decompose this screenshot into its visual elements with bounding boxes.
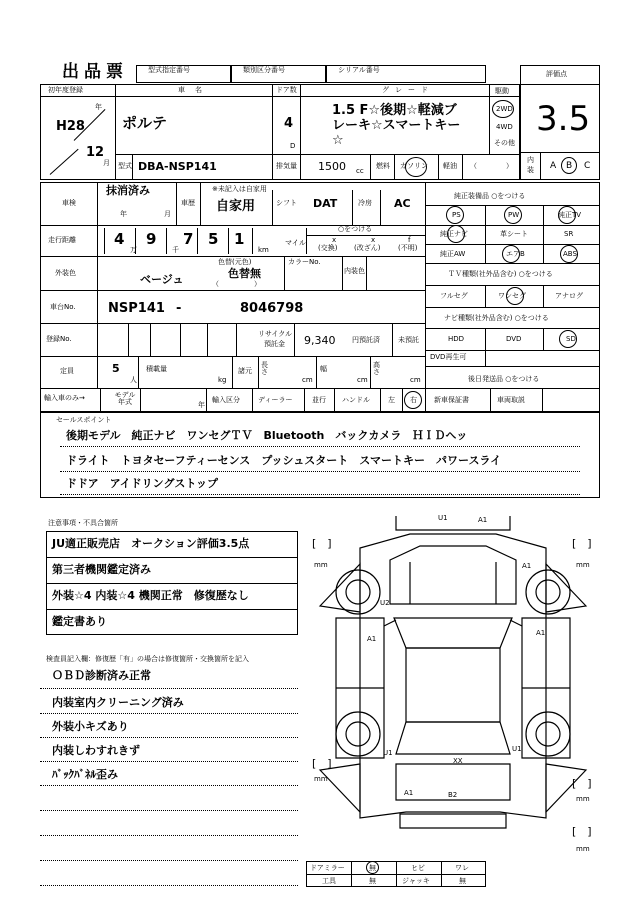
color-no-label: カラーNo.: [288, 258, 321, 266]
meter-tamper: (改ざん): [354, 244, 381, 252]
drive-4wd: 4WD: [496, 123, 513, 131]
inspector-line-1: ＯＢＤ診断済み正常: [52, 669, 151, 682]
tv-fullseg: フルセグ: [440, 292, 468, 300]
import-label: 輸入車のみ→: [44, 394, 85, 402]
capacity-label: 定員: [60, 367, 74, 375]
length-label: 長さ: [261, 361, 268, 376]
damage-a1-left: A1: [367, 635, 377, 643]
meter-x-2: x: [371, 236, 376, 244]
interior-grade-b: B: [566, 161, 573, 171]
fuel-other-close: ）: [506, 162, 513, 170]
capacity-value: 5: [112, 362, 120, 375]
diagram-bracket-front-left: [ ]: [312, 537, 332, 550]
diagram-mm-rear-right: mm: [576, 795, 590, 803]
meter-circle-hint: ○をつける: [338, 225, 373, 233]
drive-2wd-circle: [492, 100, 514, 118]
chassis-prefix: NSP141: [108, 301, 165, 316]
length-unit: cm: [302, 376, 313, 384]
score-value: 3.5: [536, 99, 591, 139]
recycle-paid: 円預託済: [352, 336, 380, 344]
equip-genuine-tv-circle: [558, 206, 576, 224]
equip-ps: PS: [452, 211, 461, 219]
import-year-unit: 年: [198, 401, 205, 409]
sheet-title: 出品票: [62, 62, 128, 82]
displacement-unit: cc: [356, 167, 364, 175]
meter-unknown: (不明): [398, 244, 418, 252]
right-handle-circle: [404, 391, 422, 409]
selling-points-label: セールスポイント: [56, 416, 112, 424]
meter-x: x: [332, 236, 337, 244]
mileage-digit-3: 7: [183, 230, 194, 248]
history-note: ※未記入は自家用: [212, 185, 267, 193]
drive-other: その他: [494, 139, 515, 147]
car-damage-diagram: [300, 508, 600, 858]
first-reg-era: H28: [56, 119, 85, 134]
jack-value: 無: [459, 877, 466, 885]
diagram-bracket-rear-right: [ ]: [572, 777, 592, 790]
equip-pw-circle: [504, 206, 522, 224]
equip-abs-circle: [560, 245, 578, 263]
inspector-line-5: ﾊﾞｯｸﾊﾞﾈﾙ歪み: [52, 768, 118, 781]
car-name-label: 車名: [178, 86, 212, 94]
score-label: 評価点: [546, 70, 567, 78]
load-unit: kg: [218, 376, 227, 384]
diagram-mm-bottom: mm: [576, 845, 590, 853]
selling-point-line-2: ドライト トヨタセーフティーセンス プッシュスタート スマートキー パワースライ: [66, 454, 502, 467]
door-mirror-value: 無: [369, 864, 376, 872]
navi-sd-circle: [559, 330, 577, 348]
color-change-label: 色替(元色): [218, 258, 252, 266]
chassis-number: 8046798: [240, 301, 304, 316]
damage-a1-bottom: A1: [404, 789, 414, 797]
parallel-label: 並行: [312, 396, 326, 404]
damage-a1-right: A1: [536, 629, 546, 637]
mile-label: マイル: [285, 239, 306, 247]
mileage-digit-4: 5: [208, 230, 219, 248]
grade-line-3: ☆: [332, 133, 344, 148]
grade-line-2: レーキ☆スマートキー: [332, 118, 461, 133]
inspector-label: 検査員記入欄：修復歴「有」の場合は修復箇所・交換箇所を記入: [46, 655, 249, 663]
damage-u1-left: U1: [383, 749, 393, 757]
interior-color-label: 内装色: [344, 267, 365, 275]
interior-b-circle: [561, 157, 577, 174]
tv-analog: アナログ: [555, 292, 583, 300]
note-line-4: 鑑定書あり: [52, 615, 107, 628]
model-value: DBA-NSP141: [138, 160, 217, 173]
jack-label: ジャッキ: [402, 877, 430, 885]
tools-value: 無: [369, 877, 376, 885]
door-mirror-circle: [366, 861, 379, 874]
color-label: 外装色: [55, 269, 76, 277]
equip-pw: PW: [508, 211, 520, 219]
mileage-digit-1: 4: [114, 230, 125, 248]
interior-label-2: 装: [527, 166, 534, 174]
color-paren: （ ）: [212, 280, 261, 288]
equip-leather: 革シート: [500, 230, 528, 238]
damage-u1-top: U1: [438, 514, 448, 522]
inspection-label: 車検: [62, 199, 76, 207]
drive-label: 駆動: [495, 87, 509, 95]
dvd-player: DVD再生可: [430, 353, 467, 361]
inspection-month-unit: 月: [164, 210, 171, 218]
diagram-mm-front-left: mm: [314, 561, 328, 569]
diagram-mm-front-right: mm: [576, 561, 590, 569]
dims-label: 諸元: [238, 367, 252, 375]
diagram-bracket-bottom: [ ]: [572, 825, 592, 838]
mileage-km-unit: km: [258, 246, 269, 254]
import-class-label: 輸入区分: [212, 396, 240, 404]
equip-sr: SR: [564, 230, 574, 238]
navi-sd: SD: [566, 335, 576, 343]
grade-line-1: 1.5 F☆後期☆軽減ブ: [332, 103, 457, 118]
damage-a1-front-right: A1: [522, 562, 532, 570]
drive-2wd: 2WD: [496, 105, 513, 113]
diagram-mm-rear-left: mm: [314, 775, 328, 783]
tv-oneseg: ワンセグ: [498, 292, 526, 300]
equip-airbag: エアB: [506, 250, 525, 258]
mileage-digit-2: 9: [146, 230, 157, 248]
equip-genuine-aw: 純正AW: [440, 250, 466, 258]
equip-genuine-navi: 純正ナビ: [440, 230, 468, 238]
navi-type-label: ナビ種類(社外品含む) ○をつける: [444, 314, 549, 322]
fuel-gasoline-circle: [405, 157, 427, 177]
chassis-label: 車台No.: [50, 303, 76, 311]
shift-label: シフト: [276, 199, 297, 207]
capacity-unit: 人: [130, 376, 137, 384]
color-change-value: 色替無: [228, 267, 261, 280]
door-mirror-label: ドアミラー: [310, 864, 345, 872]
diagram-bracket-rear-left: [ ]: [312, 757, 332, 770]
navi-hdd: HDD: [448, 335, 465, 343]
doors-value: 4: [284, 116, 294, 131]
equip-airbag-circle: [502, 245, 520, 263]
note-line-3: 外装☆4 内装☆4 機関正常 修復歴なし: [52, 589, 249, 602]
model-year-label: モデル年式: [114, 391, 136, 406]
serial-label: シリアル番号: [338, 66, 380, 74]
inspector-line-4: 内装しわすれきず: [52, 744, 140, 757]
recycle-value: 9,340: [304, 334, 336, 347]
color-value: ベージュ: [140, 273, 184, 286]
height-label: 高さ: [373, 361, 380, 376]
vehicle-manual: 車両取説: [497, 396, 525, 404]
recycle-label-2: 預託金: [264, 340, 285, 348]
interior-grade-c: C: [584, 161, 591, 171]
warp-label: ワレ: [455, 864, 469, 872]
interior-label-1: 内: [527, 156, 534, 164]
crack-label: ヒビ: [411, 864, 425, 872]
model-cert-label: 型式指定番号: [148, 66, 190, 74]
selling-point-line-3: ドドア アイドリングストップ: [66, 477, 219, 490]
diagram-bracket-front-right: [ ]: [572, 537, 592, 550]
height-unit: cm: [410, 376, 421, 384]
damage-u2: U2: [380, 599, 390, 607]
new-car-warranty: 新車保証書: [434, 396, 469, 404]
note-line-2: 第三者機関鑑定済み: [52, 563, 151, 576]
history-label: 車歴: [181, 199, 195, 207]
mileage-sen-unit: 千: [172, 246, 179, 254]
notes-label: 注意事項・不具合箇所: [48, 519, 118, 527]
later-shipment-label: 後日発送品 ○をつける: [468, 375, 540, 383]
damage-b2: B2: [448, 791, 458, 799]
selling-point-line-1: 後期モデル 純正ナビ ワンセグＴＶ Bluetooth バックカメラ ＨＩＤヘッ: [66, 429, 468, 442]
inspection-value: 抹消済み: [106, 184, 150, 197]
handle-label: ハンドル: [342, 396, 370, 404]
recycle-label-1: リサイクル: [258, 330, 293, 338]
right-handle: 右: [410, 396, 417, 404]
tools-label: 工具: [322, 877, 336, 885]
mileage-label: 走行距離: [48, 236, 76, 244]
width-unit: cm: [357, 376, 368, 384]
reg-no-label: 登録No.: [46, 335, 72, 343]
mileage-man-unit: 万: [130, 246, 137, 254]
interior-grade-a: A: [550, 161, 557, 171]
class-label: 類別区分番号: [243, 66, 285, 74]
fuel-gasoline: ガソリン: [400, 162, 428, 170]
grade-label: グレード: [382, 86, 434, 94]
mileage-digit-5: 1: [234, 230, 245, 248]
tv-type-label: ＴＶ種類(社外品含む) ○をつける: [448, 270, 553, 278]
first-reg-month-unit: 月: [103, 159, 110, 167]
inspection-year-unit: 年: [120, 210, 127, 218]
note-line-1: JU適正販売店 オークション評価3.5点: [52, 537, 250, 550]
damage-xx: XX: [453, 757, 463, 765]
ac-label: 冷房: [358, 199, 372, 207]
doors-d: D: [290, 142, 296, 150]
equip-abs: ABS: [563, 250, 577, 258]
genuine-equipment-label: 純正装備品 ○をつける: [454, 192, 526, 200]
chassis-dash: -: [176, 301, 182, 316]
doors-label: ドア数: [276, 86, 297, 94]
equip-genuine-navi-circle: [447, 225, 465, 243]
car-name: ポルテ: [122, 114, 168, 132]
ac-value: AC: [394, 197, 411, 210]
load-label: 積載量: [146, 365, 167, 373]
meter-swap: (交換): [318, 244, 338, 252]
fuel-label: 燃料: [376, 162, 390, 170]
history-value: 自家用: [216, 199, 256, 214]
first-reg-month: 12: [86, 145, 105, 160]
dealer-label: ディーラー: [258, 396, 293, 404]
tv-oneseg-circle: [506, 287, 524, 305]
first-reg-label: 初年度登録: [48, 86, 83, 94]
fuel-diesel: 軽油: [443, 162, 457, 170]
displacement-label: 排気量: [276, 162, 297, 170]
equip-ps-circle: [446, 206, 464, 224]
navi-dvd: DVD: [506, 335, 522, 343]
inspector-line-2: 内装室内クリーニング済み: [52, 696, 184, 709]
damage-u1-right: U1: [512, 745, 522, 753]
inspector-line-3: 外装小キズあり: [52, 720, 129, 733]
first-reg-year-unit: 年: [95, 103, 102, 111]
displacement-value: 1500: [318, 160, 346, 173]
damage-a1-top: A1: [478, 516, 488, 524]
model-label: 型式: [118, 162, 132, 170]
recycle-unpaid: 未預託: [398, 336, 419, 344]
fuel-other-open: （: [470, 162, 477, 170]
left-handle: 左: [388, 396, 395, 404]
equip-genuine-tv: 純正TV: [558, 211, 582, 219]
meter-f: f: [408, 236, 411, 244]
shift-value: DAT: [313, 197, 338, 210]
width-label: 幅: [320, 365, 327, 373]
